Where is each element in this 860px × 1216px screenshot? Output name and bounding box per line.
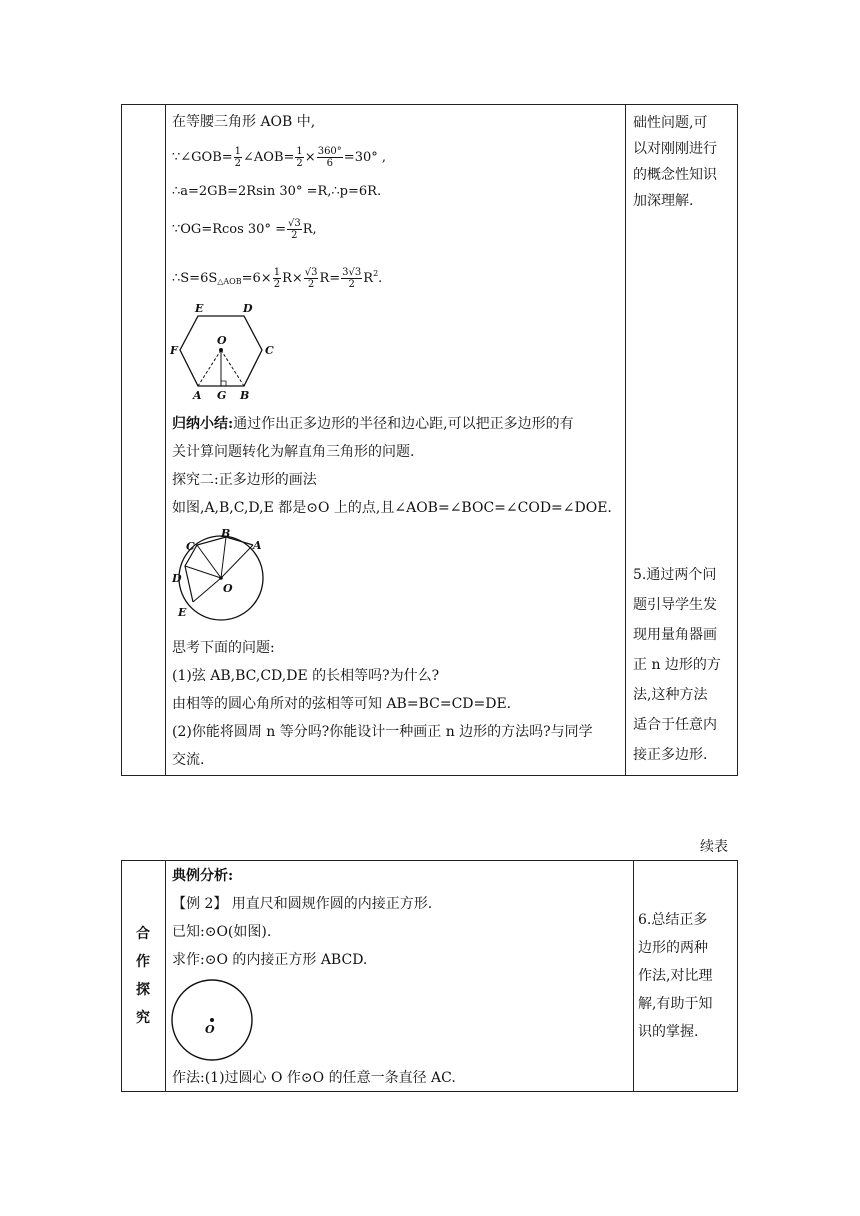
label-g: G	[217, 389, 227, 402]
fraction: $\frac{1}{2}$	[296, 146, 303, 169]
text-line: 在等腰三角形 AOB 中,	[172, 114, 316, 130]
formula-a: ∴a=2GB=2Rsin 30° =R,∴p=6R.	[172, 184, 382, 199]
fraction: $\frac{1}{2}$	[234, 146, 242, 169]
text-line: 求作:⊙O 的内接正方形 ABCD.	[172, 952, 368, 968]
label-a: A	[253, 539, 262, 552]
label-b: B	[240, 389, 250, 402]
label-d: D	[243, 302, 253, 315]
label-e: E	[195, 302, 204, 315]
notes-column-bottom: 5.通过两个问 题引导学生发 现用量角器画 正 n 边形的方 法,这种方法 适合于任意内 接正多边形.	[633, 567, 721, 763]
text-line: 交流.	[172, 752, 205, 768]
formula-text: ×	[304, 150, 316, 165]
formula-gob	[172, 146, 386, 169]
label-o: O	[205, 1023, 215, 1036]
circle-chords-figure	[168, 528, 273, 622]
circle-figure	[170, 978, 254, 1062]
formula-text: R,	[302, 222, 317, 237]
label-e: E	[178, 606, 187, 619]
formula-s: $\therefore S=6S_{\triangle AOB}=6\times$ $\frac{1}{2}$ R× $\frac{√3}{2}$ R= $\frac{3√3}{2}$ $R^2$.	[172, 267, 383, 290]
column-divider-1	[165, 105, 166, 775]
formula-text: =30° ,	[343, 150, 386, 165]
label-o: O	[217, 334, 227, 347]
example-title: 【例 2】 用直尺和圆规作圆的内接正方形.	[172, 896, 433, 912]
formula-text: ∵∠GOB=	[172, 150, 233, 165]
text-line: (2)你能将圆周 n 等分吗?你能设计一种画正 n 边形的方法吗?与同学	[172, 724, 593, 740]
fraction: $\frac{1}{2}$	[273, 267, 281, 290]
summary-line: 归纳小结:通过作出正多边形的半径和边心距,可以把正多边形的有	[172, 416, 574, 432]
column-divider-2	[625, 105, 626, 775]
label-f: F	[170, 344, 178, 357]
label-c: C	[265, 344, 274, 357]
text-line: 关计算问题转化为解直角三角形的问题.	[172, 444, 415, 460]
column-divider-2	[633, 861, 634, 1091]
text-line: 思考下面的问题:	[172, 640, 275, 656]
formula-og	[172, 218, 317, 241]
formula-text: ∠AOB=	[243, 150, 295, 165]
section-heading: 探究二:正多边形的画法	[172, 472, 317, 488]
text-line: 已知:⊙O(如图).	[172, 924, 272, 940]
notes-column: 6.总结正多 边形的两种 作法,对比理 解,有助于知 识的掌握.	[638, 912, 713, 1040]
fraction: $\frac{√3}{2}$	[304, 267, 318, 290]
text-line: 如图,A,B,C,D,E 都是⊙O 上的点,且∠AOB=∠BOC=∠COD=∠DOE.	[172, 500, 612, 516]
fraction: $\frac{√3}{2}$	[287, 218, 301, 241]
column-divider-1	[165, 861, 166, 1091]
fraction: $\frac{3√3}{2}$	[342, 267, 362, 290]
example-heading: 典例分析:	[172, 868, 234, 884]
label-c: C	[186, 540, 195, 553]
label-b: B	[221, 528, 231, 540]
hexagon-figure	[168, 300, 278, 402]
section-label: 合 作 探 究	[136, 926, 150, 1026]
formula-text: ∵OG=Rcos 30° =	[172, 222, 286, 237]
notes-column-top: 础性问题,可 以对刚刚进行 的概念性知识 加深理解.	[633, 115, 717, 209]
text-line: 由相等的圆心角所对的弦相等可知 AB=BC=CD=DE.	[172, 696, 512, 712]
continued-label: 续表	[700, 839, 728, 855]
text-line: (1)弦 AB,BC,CD,DE 的长相等吗?为什么?	[172, 668, 440, 684]
label-o: O	[223, 582, 233, 595]
label-a: A	[193, 389, 202, 402]
fraction: $\frac{360^\circ}{6}$	[317, 146, 342, 169]
text-line: 作法:(1)过圆心 O 作⊙O 的任意一条直径 AC.	[172, 1070, 456, 1086]
label-d: D	[172, 572, 182, 585]
